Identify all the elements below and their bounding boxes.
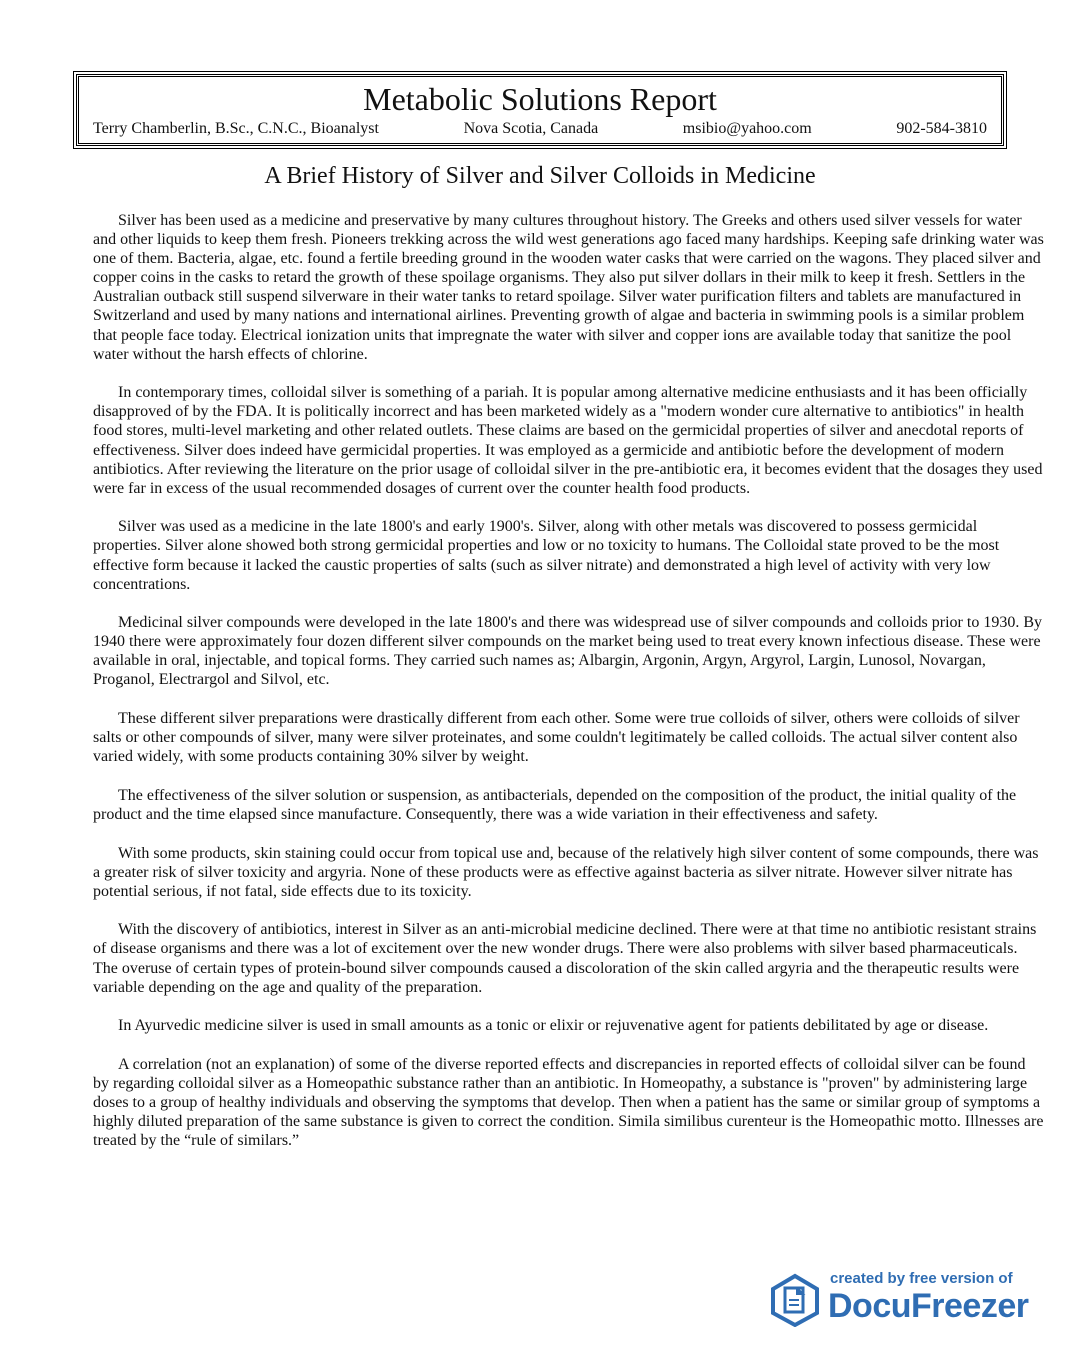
paragraph: These different silver preparations were drastically different from each other. Some were true colloids of silver, others were colloids of silver salts or other compounds of silver, many were silver proteinates, and some couldn't legitimately be called colloids. The actual silver content also varied widely, with some products containing 30% silver by weight. [93,710,1020,766]
docufreezer-logo-icon [768,1273,822,1327]
header-meta-row [93,119,987,139]
paragraph: In Ayurvedic medicine silver is used in small amounts as a tonic or elixir or rejuvenative agent for patients debilitated by age or disease. [118,1017,989,1035]
paragraph: Medicinal silver compounds were developed in the late 1800's and there was widespread use of silver compounds and colloids prior to 1930. By 1940 there were approximately four dozen different silver compounds on the market being used to treat every known infectious disease. These were available in oral, injectable, and topical forms. They carried such names as; Albargin, Argonin, Argyn, Argyrol, Largin, Lunosol, Novargan, Proganol, Electrargol and Silvol, etc. [93,614,1042,689]
paragraph: In contemporary times, colloidal silver is something of a pariah. It is popular among alternative medicine enthusiasts and it has been officially disapproved of by the FDA. It is politically incorrect and has been marketed widely as a "modern wonder cure alternative to antibiotics" in health food stores, multi-level marketing and other related outlets. These claims are based on the germicidal properties of silver and anecdotal reports of effectiveness. Silver does indeed have germicidal properties. It was employed as a germicide and antibiotic before the development of modern antibiotics. After reviewing the literature on the prior usage of colloidal silver in the pre-antibiotic era, it becomes evident that the dosages they used were far in excess of the usual recommended dosages of current over the counter health food products. [93,384,1043,497]
author-credentials: Terry Chamberlin, B.Sc., C.N.C., Bioanalyst [93,120,379,137]
document-body [93,211,1045,1170]
paragraph: With some products, skin staining could occur from topical use and, because of the relatively high silver content of some compounds, there was a greater risk of silver toxicity and argyria. None of these products were as effective against bacteria as silver nitrate. However silver nitrate has potential serious, if not fatal, side effects due to its toxicity. [93,844,1039,900]
location: Nova Scotia, Canada [463,120,599,137]
document-title: A Brief History of Silver and Silver Colloids in Medicine [264,163,816,189]
watermark-brand: DocuFreezer [828,1287,1029,1325]
contact-email: msibio@yahoo.com [682,120,812,137]
paragraph: Silver was used as a medicine in the late 1800's and early 1900's. Silver, along with other metals was discovered to possess germicidal properties. Silver alone showed both strong germicidal properties and low or no toxicity to humans. The Colloidal state proved to be the most effective form because it lacked the caustic properties of salts (such as silver nitrate) and demonstrated a high level of activity with very low concentrations. [93,518,1000,593]
contact-phone: 902-584-3810 [896,120,987,137]
report-title: Metabolic Solutions Report [363,81,717,117]
paragraph: With the discovery of antibiotics, interest in Silver as an anti-microbial medicine declined. There were at that time no antibiotic resistant strains of disease organisms and there was a lot of excitement over the new wonder drugs. There were also problems with silver based pharmaceuticals. The overuse of certain types of protein-bound silver compounds caused a discoloration of the skin called argyria and the therapeutic results were variable depending on the age and quality of the preparation. [93,921,1037,996]
report-header [76,74,1004,146]
paragraph: Silver has been used as a medicine and preservative by many cultures throughout history. The Greeks and others used silver vessels for water and other liquids to keep them fresh. Pioneers trekking across the wild west generations ago faced many hardships. Keeping safe drinking water was one of them. Bacteria, algae, etc. found a fertile breeding ground in the wooden water casks that were carried on the wagons. They placed silver and copper coins in the casks to retard the growth of these spoilage organisms. They also put silver dollars in their milk to keep it fresh. Settlers in the Australian outback still suspend silverware in their water tanks to retard spoilage. Silver water purification filters and tablets are manufactured in Switzerland and used by many nations and international airlines. Preventing growth of algae and bacteria in swimming pools is a similar problem that people face today. Electrical ionization units that impregnate the water with silver and copper ions are available today that sanitize the pool water without the harsh effects of chlorine. [93,212,1044,363]
paragraph: A correlation (not an explanation) of some of the diverse reported effects and discrepancies in reported effects of colloidal silver can be found by regarding colloidal silver as a Homeopathic substance rather than an antibiotic. In Homeopathy, a substance is "proven" by administering large doses to a group of healthy individuals and observing the symptoms that develop. Then when a patient has the same or similar group of symptoms a highly diluted preparation of the same substance is given to correct the condition. Simila similibus curenteur is the Homeopathic motto. Illnesses are treated by the “rule of similars.” [93,1055,1044,1150]
watermark-caption: created by free version of [830,1270,1013,1287]
docufreezer-watermark [768,1270,1038,1330]
paragraph: The effectiveness of the silver solution or suspension, as antibacterials, depended on the composition of the product, the initial quality of the product and the time elapsed since manufacture. Consequently, there was a wide variation in their effectiveness and safety. [93,786,1017,823]
